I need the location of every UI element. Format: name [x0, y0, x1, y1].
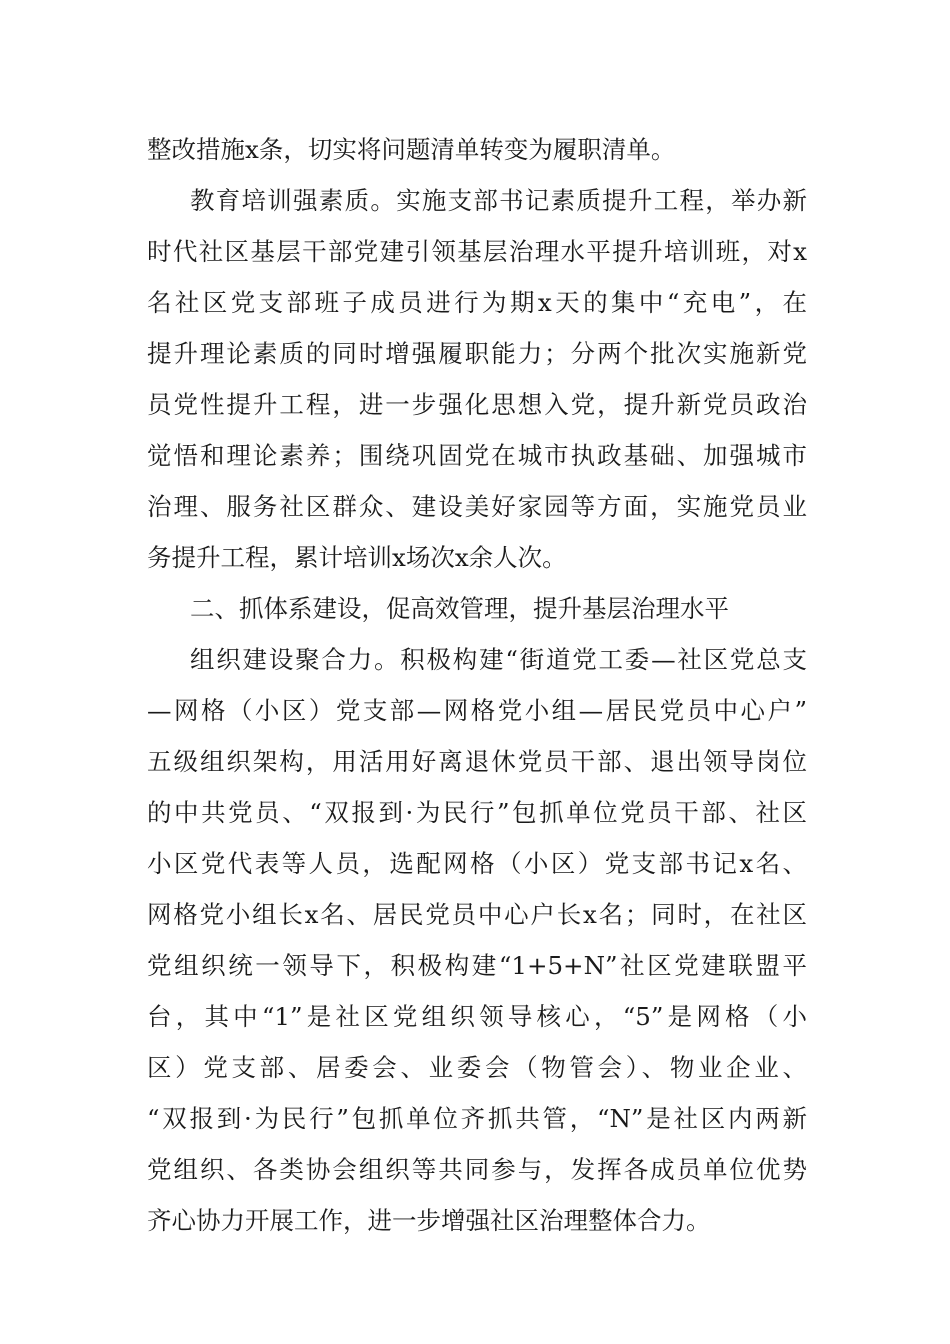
paragraph-line: 务提升工程，累计培训x场次x余人次。 [147, 543, 567, 572]
paragraph-line: 觉悟和理论素养；围绕巩固党在城市执政基础、加强城市 [147, 441, 807, 470]
paragraph-line: 名社区党支部班子成员进行为期x天的集中“充电”，在 [147, 288, 807, 317]
paragraph-line: 教育培训强素质。实施支部书记素质提升工程，举办新 [190, 186, 807, 215]
paragraph-line: —网格（小区）党支部—网格党小组—居民党员中心户” [147, 696, 807, 725]
section-heading: 二、抓体系建设，促高效管理，提升基层治理水平 [190, 594, 729, 623]
paragraph-line: 台，其中“1”是社区党组织领导核心，“5”是网格（小 [147, 1002, 807, 1031]
paragraph-line: 员党性提升工程，进一步强化思想入党，提升新党员政治 [147, 390, 807, 419]
paragraph-line: 时代社区基层干部党建引领基层治理水平提升培训班，对x [147, 237, 807, 266]
paragraph-line: 整改措施x条，切实将问题清单转变为履职清单。 [147, 135, 676, 164]
paragraph-line: 五级组织架构，用活用好离退休党员干部、退出领导岗位 [147, 747, 807, 776]
paragraph-line: 的中共党员、“双报到·为民行”包抓单位党员干部、社区 [147, 798, 807, 827]
paragraph-line: 小区党代表等人员，选配网格（小区）党支部书记x名、 [147, 849, 807, 878]
paragraph-line: 党组织、各类协会组织等共同参与，发挥各成员单位优势 [147, 1155, 807, 1184]
paragraph-line: 提升理论素质的同时增强履职能力；分两个批次实施新党 [147, 339, 807, 368]
paragraph-line: “双报到·为民行”包抓单位齐抓共管，“N”是社区内两新 [147, 1104, 807, 1133]
paragraph-line: 治理、服务社区群众、建设美好家园等方面，实施党员业 [147, 492, 807, 521]
paragraph-line: 组织建设聚合力。积极构建“街道党工委—社区党总支 [190, 645, 807, 674]
paragraph-line: 区）党支部、居委会、业委会（物管会）、物业企业、 [147, 1053, 807, 1082]
paragraph-line: 齐心协力开展工作，进一步增强社区治理整体合力。 [147, 1206, 711, 1235]
paragraph-line: 网格党小组长x名、居民党员中心户长x名；同时，在社区 [147, 900, 807, 929]
paragraph-line: 党组织统一领导下，积极构建“1+5+N”社区党建联盟平 [147, 951, 807, 980]
